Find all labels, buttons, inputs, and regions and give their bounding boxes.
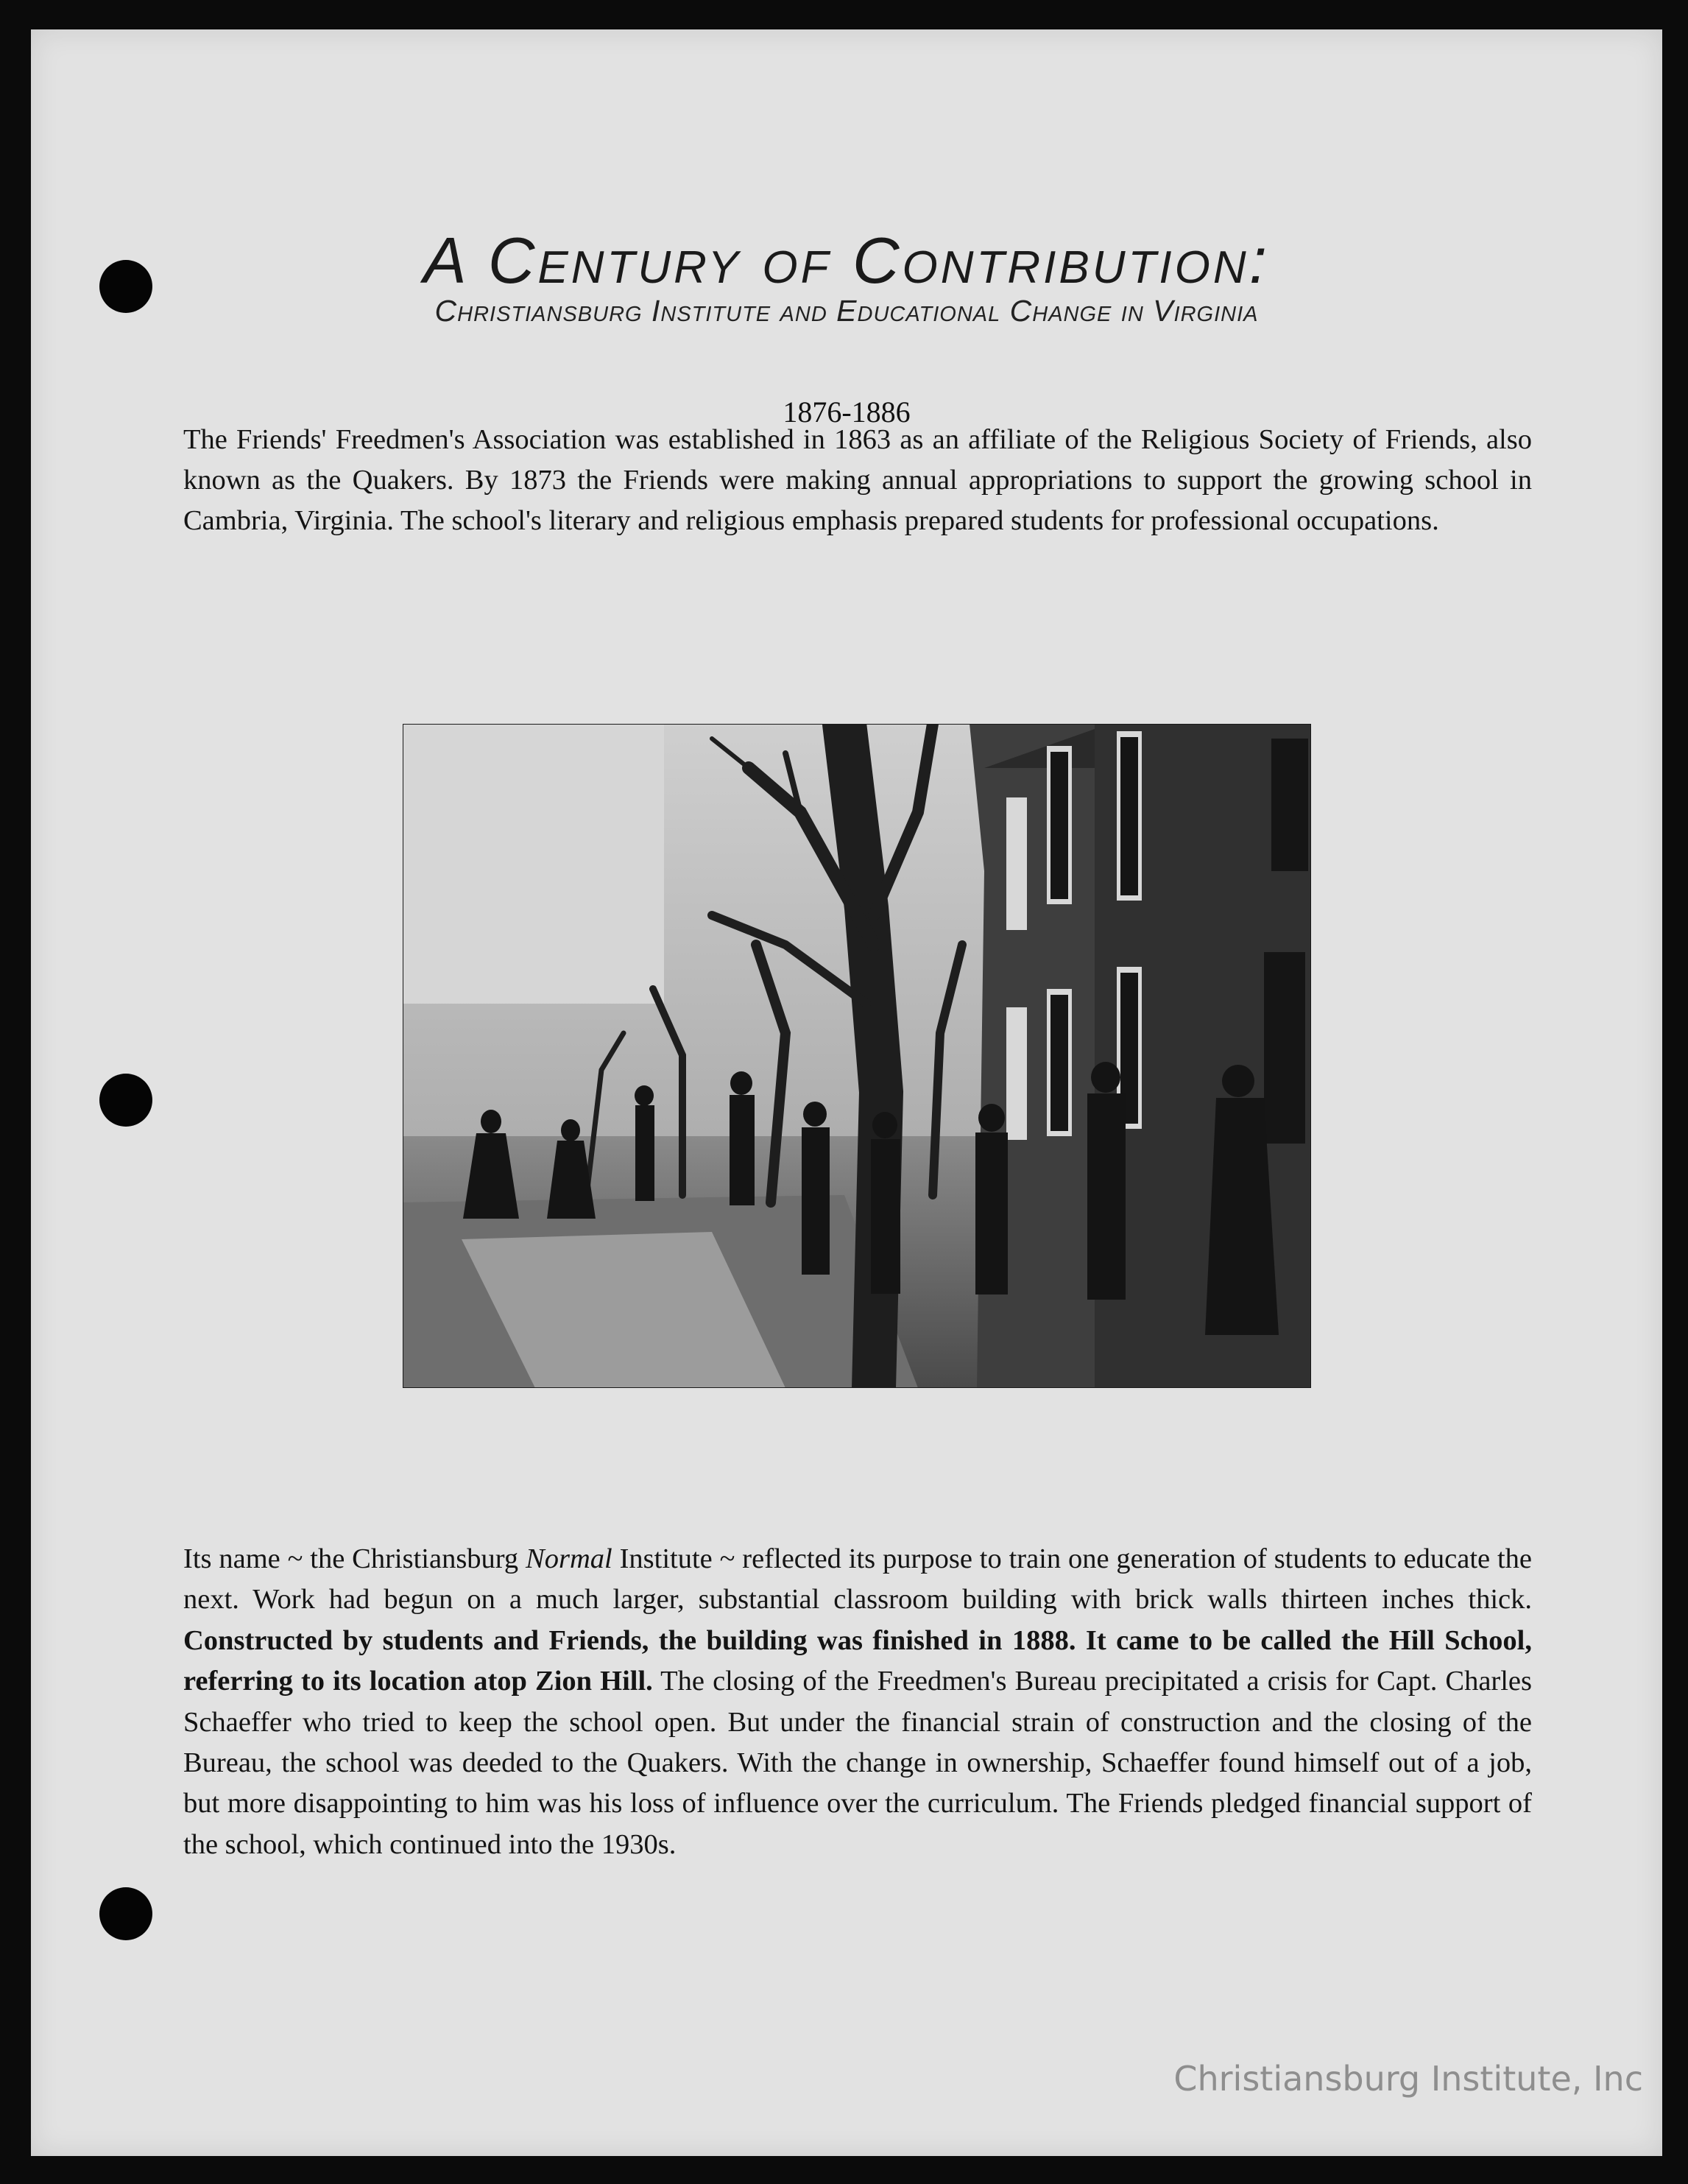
history-paragraph — [183, 1539, 1532, 1865]
paragraph-bold-text: Constructed by students and Friends, the building was finished in 1888. It came to be called the Hill School, referring to its location atop Zion Hill. — [183, 1624, 1532, 1697]
normal-italic: Normal — [526, 1543, 612, 1574]
paragraph-text-1: Its name ~ the Christiansburg — [183, 1543, 526, 1574]
paragraph-text-3: The closing of the Freedmen's Bureau precipitated a crisis for Capt. Charles Schaeffer who tried to keep the school open. But under the financial strain of construction and the closing of the Bureau, the school was deeded to the Quakers. With the change in ownership, Schaeffer found himself out of a job, but more disappointing to him was his loss of influence over the curriculum. The Friends pledged financial support of the school, which continued into the 1930s. — [183, 1666, 1533, 1860]
document-page — [31, 29, 1662, 2156]
page-subtitle: Christiansburg Institute and Educational Change in Virginia — [434, 294, 1259, 328]
page-title: A Century of Contribution: — [423, 224, 1271, 297]
binder-hole-bottom — [99, 1887, 152, 1940]
historic-photo — [403, 724, 1311, 1388]
binder-hole-middle — [99, 1074, 152, 1127]
intro-paragraph: The Friends' Freedmen's Association was established in 1863 as an affiliate of the Religious Society of Friends, also known as the Quakers. By 1873 the Friends were making annual appropriations to support the growing school in Cambria, Virginia. The school's literary and religious emphasis prepared students for professional occupations. — [183, 424, 1532, 536]
watermark: Christiansburg Institute, Inc — [1173, 2059, 1643, 2099]
section-years: 1876-1886 — [783, 395, 911, 429]
paragraph-text-2: Institute ~ reflected its purpose to train one generation of students to educate the next. Work had begun on a much larger, substantial classroom building with brick walls thirteen inches thick. — [183, 1543, 1532, 1616]
